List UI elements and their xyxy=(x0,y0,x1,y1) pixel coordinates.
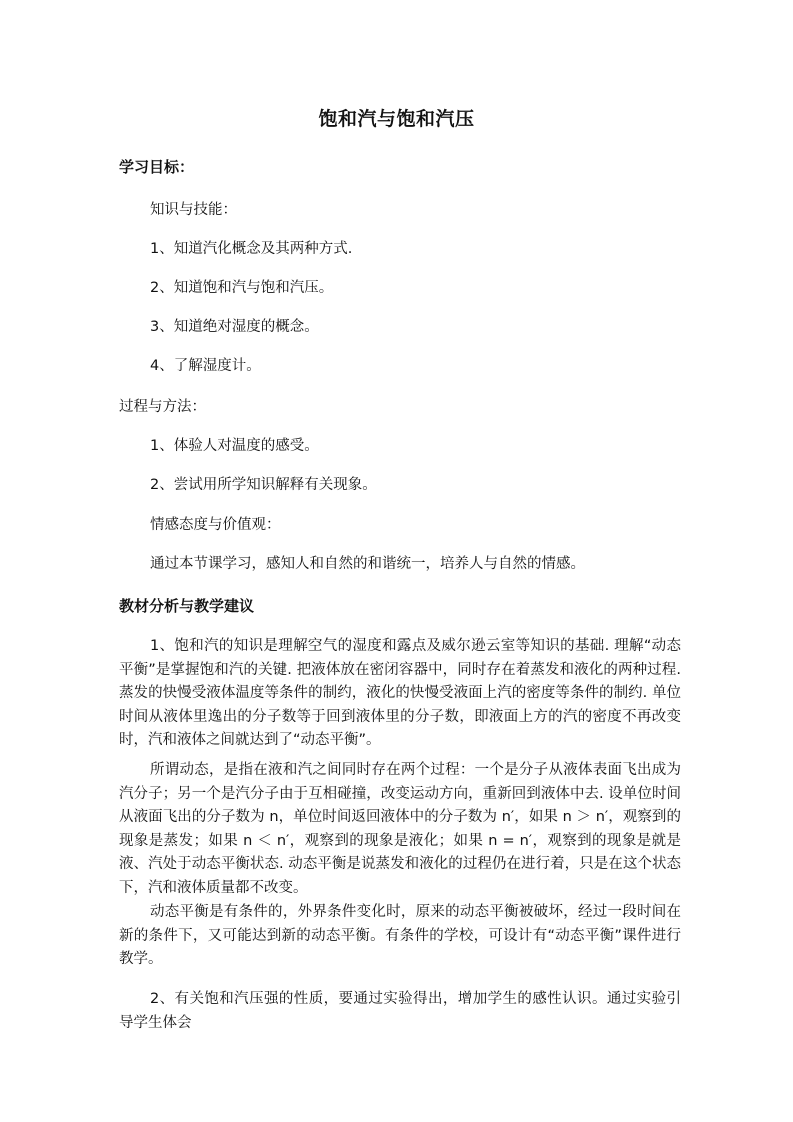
knowledge-heading: 知识与技能： xyxy=(150,202,237,218)
analysis-heading: 教材分析与教学建议 xyxy=(119,597,255,615)
analysis-paragraph: 2、有关饱和汽压强的性质，要通过实验得出，增加学生的感性认识。通过实验引导学生体会 xyxy=(119,991,681,1031)
analysis-paragraph: 所谓动态，是指在液和汽之间同时存在两个过程：一个是分子从液体表面飞出成为汽分子；另一个是汽分子由于互相碰撞，改变运动方向，重新回到液体中去. 设单位时间从液面飞出的分子数为 n，单位时间返回液体中的分子数为 n′，如果 n ＞ n′，观察到的现象是蒸发；如果 n ＜ n′，观察到的现象是液化；如果 n = n′，观察到的现象是就是液、汽处于动态平衡状态. 动态平衡是说蒸发和液化的过程仍在进行着，只是在这个状态下，汽和液体质量都不改变。 xyxy=(119,762,681,896)
knowledge-item: 1、知道汽化概念及其两种方式. xyxy=(150,241,353,257)
knowledge-item: 3、知道绝对湿度的概念。 xyxy=(150,319,319,335)
emotion-text: 通过本节课学习，感知人和自然的和谐统一，培养人与自然的情感。 xyxy=(150,556,585,572)
knowledge-item: 4、了解湿度计。 xyxy=(150,358,261,374)
document-title: 饱和汽与饱和汽压 xyxy=(318,108,475,130)
analysis-paragraph: 1、饱和汽的知识是理解空气的湿度和露点及威尔逊云室等知识的基础. 理解“动态平衡”是掌握饱和汽的关键. 把液体放在密闭容器中，同时存在着蒸发和液化的两种过程. 蒸发的快慢受液体温度等条件的制约，液化的快慢受液面上汽的密度等条件的制约. 单位时间从液体里逸出的分子数等于回到液体里的分子数，即液面上方的汽的密度不再改变时，汽和液体之间就达到了“动态平衡”。 xyxy=(119,638,681,748)
emotion-heading: 情感态度与价值观： xyxy=(150,517,281,533)
process-heading: 过程与方法： xyxy=(119,399,206,415)
analysis-paragraph: 动态平衡是有条件的，外界条件变化时，原来的动态平衡被破坏，经过一段时间在新的条件下，又可能达到新的动态平衡。有条件的学校，可设计有“动态平衡”课件进行教学。 xyxy=(119,904,681,967)
objectives-heading: 学习目标： xyxy=(119,158,195,176)
process-item: 2、尝试用所学知识解释有关现象。 xyxy=(150,477,377,493)
knowledge-item: 2、知道饱和汽与饱和汽压。 xyxy=(150,280,334,296)
process-item: 1、体验人对温度的感受。 xyxy=(150,438,319,454)
